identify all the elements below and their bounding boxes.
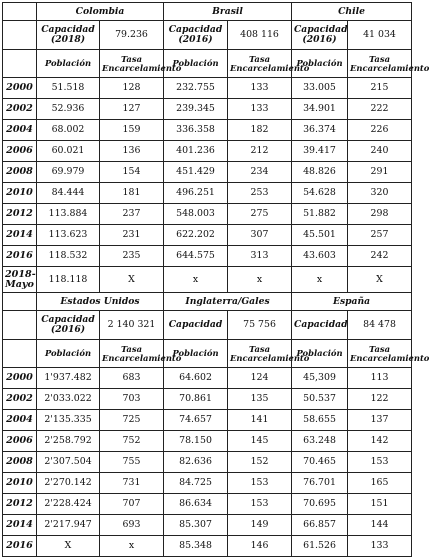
data-cell: 149 xyxy=(228,515,292,536)
subheader-tasa: Tasa Encarcelamiento xyxy=(348,340,412,368)
country-header-row xyxy=(3,3,412,21)
year-cell: 2000 xyxy=(3,368,37,389)
table-row xyxy=(3,99,412,120)
data-cell: 84.444 xyxy=(37,183,100,204)
table-row xyxy=(3,494,412,515)
capacity-label: Capacidad xyxy=(292,311,348,340)
data-cell: X xyxy=(348,267,412,293)
data-cell: 235 xyxy=(100,246,164,267)
capacity-label: Capacidad xyxy=(164,311,228,340)
data-cell: 51.518 xyxy=(37,78,100,99)
data-cell: 142 xyxy=(348,431,412,452)
year-cell: 2018-Mayo xyxy=(3,267,37,293)
data-cell: 234 xyxy=(228,162,292,183)
data-cell: 86.634 xyxy=(164,494,228,515)
data-cell: 231 xyxy=(100,225,164,246)
capacity-value: 84 478 xyxy=(348,311,412,340)
data-cell: 644.575 xyxy=(164,246,228,267)
subheader-row xyxy=(3,340,412,368)
year-cell: 2000 xyxy=(3,78,37,99)
data-cell: 122 xyxy=(348,389,412,410)
data-cell: 118.118 xyxy=(37,267,100,293)
capacity-value: 75 756 xyxy=(228,311,292,340)
year-cell: 2004 xyxy=(3,120,37,141)
subheader-tasa: Tasa Encarcelamiento xyxy=(228,340,292,368)
data-cell: 52.936 xyxy=(37,99,100,120)
prison-table-1 xyxy=(2,2,429,293)
year-cell: 2002 xyxy=(3,389,37,410)
data-cell: 153 xyxy=(228,494,292,515)
data-cell: 2'033.022 xyxy=(37,389,100,410)
data-cell: 48.826 xyxy=(292,162,348,183)
country-header-row xyxy=(3,293,412,311)
data-cell: 152 xyxy=(228,452,292,473)
data-cell: 548.003 xyxy=(164,204,228,225)
data-cell: 1'937.482 xyxy=(37,368,100,389)
subheader-poblacion: Población xyxy=(37,340,100,368)
data-cell: 622.202 xyxy=(164,225,228,246)
data-cell: x xyxy=(164,267,228,293)
year-cell: 2002 xyxy=(3,99,37,120)
data-cell: 63.248 xyxy=(292,431,348,452)
data-cell: 451.429 xyxy=(164,162,228,183)
country-header: Brasil xyxy=(164,3,292,21)
data-cell: 2'270.142 xyxy=(37,473,100,494)
capacity-value: 408 116 xyxy=(228,21,292,50)
capacity-value: 41 034 xyxy=(348,21,412,50)
data-cell: 144 xyxy=(348,515,412,536)
data-cell: 226 xyxy=(348,120,412,141)
capacity-row xyxy=(3,21,412,50)
data-cell: 128 xyxy=(100,78,164,99)
data-cell: 222 xyxy=(348,99,412,120)
data-cell: 34.901 xyxy=(292,99,348,120)
year-cell: 2010 xyxy=(3,473,37,494)
data-cell: 496.251 xyxy=(164,183,228,204)
data-cell: x xyxy=(100,536,164,557)
data-cell: 257 xyxy=(348,225,412,246)
data-cell: 76.701 xyxy=(292,473,348,494)
year-cell: 2006 xyxy=(3,431,37,452)
data-cell: 298 xyxy=(348,204,412,225)
capacity-label: Capacidad (2016) xyxy=(37,311,100,340)
subheader-poblacion: Población xyxy=(164,50,228,78)
data-cell: 707 xyxy=(100,494,164,515)
data-cell: 136 xyxy=(100,141,164,162)
data-cell: 240 xyxy=(348,141,412,162)
table-row xyxy=(3,431,412,452)
subheader-tasa: Tasa Encarcelamiento xyxy=(100,50,164,78)
data-cell: 237 xyxy=(100,204,164,225)
table-row xyxy=(3,515,412,536)
data-cell: 33.005 xyxy=(292,78,348,99)
table-row xyxy=(3,536,412,557)
corner-cell xyxy=(3,293,37,311)
data-cell: 242 xyxy=(348,246,412,267)
table-row xyxy=(3,368,412,389)
data-cell: 153 xyxy=(228,473,292,494)
data-cell: 70.861 xyxy=(164,389,228,410)
data-cell: 2'258.792 xyxy=(37,431,100,452)
data-cell: 683 xyxy=(100,368,164,389)
data-cell: 2'135.335 xyxy=(37,410,100,431)
year-cell: 2014 xyxy=(3,515,37,536)
subheader-tasa: Tasa Encarcelamiento xyxy=(348,50,412,78)
data-cell: X xyxy=(37,536,100,557)
year-cell: 2012 xyxy=(3,494,37,515)
data-cell: 70.695 xyxy=(292,494,348,515)
capacity-label: Capacidad (2018) xyxy=(37,21,100,50)
subheader-poblacion: Población xyxy=(292,50,348,78)
year-cell: 2006 xyxy=(3,141,37,162)
data-cell: 36.374 xyxy=(292,120,348,141)
country-header: España xyxy=(292,293,412,311)
data-cell: 137 xyxy=(348,410,412,431)
table-row xyxy=(3,78,412,99)
prison-table-2 xyxy=(2,292,429,557)
data-cell: 275 xyxy=(228,204,292,225)
data-cell: 113.623 xyxy=(37,225,100,246)
capacity-value: 79.236 xyxy=(100,21,164,50)
country-header: Estados Unidos xyxy=(37,293,164,311)
data-cell: 60.021 xyxy=(37,141,100,162)
data-cell: 291 xyxy=(348,162,412,183)
data-cell: 133 xyxy=(228,78,292,99)
country-header: Colombia xyxy=(37,3,164,21)
data-cell: 113.884 xyxy=(37,204,100,225)
data-cell: 159 xyxy=(100,120,164,141)
table-row xyxy=(3,204,412,225)
data-cell: 703 xyxy=(100,389,164,410)
data-cell: 45,309 xyxy=(292,368,348,389)
data-cell: 54.628 xyxy=(292,183,348,204)
data-cell: 2'217.947 xyxy=(37,515,100,536)
data-cell: 153 xyxy=(348,452,412,473)
data-cell: 118.532 xyxy=(37,246,100,267)
data-cell: 43.603 xyxy=(292,246,348,267)
data-cell: 84.725 xyxy=(164,473,228,494)
corner-cell xyxy=(3,311,37,340)
table-row xyxy=(3,389,412,410)
data-cell: 693 xyxy=(100,515,164,536)
capacity-row xyxy=(3,311,412,340)
table-row xyxy=(3,246,412,267)
table-row xyxy=(3,120,412,141)
data-cell: 212 xyxy=(228,141,292,162)
table-row xyxy=(3,141,412,162)
data-cell: 320 xyxy=(348,183,412,204)
data-cell: 68.002 xyxy=(37,120,100,141)
data-cell: 64.602 xyxy=(164,368,228,389)
data-cell: 253 xyxy=(228,183,292,204)
data-cell: 725 xyxy=(100,410,164,431)
data-cell: 2'307.504 xyxy=(37,452,100,473)
subheader-tasa: Tasa Encarcelamiento xyxy=(228,50,292,78)
year-cell: 2004 xyxy=(3,410,37,431)
data-cell: 313 xyxy=(228,246,292,267)
data-cell: 113 xyxy=(348,368,412,389)
year-cell: 2008 xyxy=(3,162,37,183)
corner-cell xyxy=(3,340,37,368)
data-cell: 182 xyxy=(228,120,292,141)
data-cell: 70.465 xyxy=(292,452,348,473)
data-cell: 752 xyxy=(100,431,164,452)
capacity-label: Capacidad (2016) xyxy=(164,21,228,50)
table-row xyxy=(3,162,412,183)
year-cell: 2016 xyxy=(3,246,37,267)
subheader-poblacion: Población xyxy=(37,50,100,78)
capacity-value: 2 140 321 xyxy=(100,311,164,340)
data-cell: 66.857 xyxy=(292,515,348,536)
data-cell: 39.417 xyxy=(292,141,348,162)
subheader-row xyxy=(3,50,412,78)
capacity-label: Capacidad (2016) xyxy=(292,21,348,50)
year-cell: 2008 xyxy=(3,452,37,473)
data-cell: 755 xyxy=(100,452,164,473)
data-cell: x xyxy=(228,267,292,293)
table-row xyxy=(3,183,412,204)
data-cell: 51.882 xyxy=(292,204,348,225)
year-cell: 2012 xyxy=(3,204,37,225)
corner-cell xyxy=(3,3,37,21)
subheader-tasa: Tasa Encarcelamiento xyxy=(100,340,164,368)
data-cell: 232.755 xyxy=(164,78,228,99)
data-cell: 135 xyxy=(228,389,292,410)
year-cell: 2010 xyxy=(3,183,37,204)
data-cell: 141 xyxy=(228,410,292,431)
data-cell: 151 xyxy=(348,494,412,515)
data-cell: 165 xyxy=(348,473,412,494)
data-cell: 58.655 xyxy=(292,410,348,431)
subheader-poblacion: Población xyxy=(292,340,348,368)
data-cell: 239.345 xyxy=(164,99,228,120)
data-cell: 181 xyxy=(100,183,164,204)
corner-cell xyxy=(3,21,37,50)
data-cell: 85.307 xyxy=(164,515,228,536)
data-cell: 2'228.424 xyxy=(37,494,100,515)
country-header: Chile xyxy=(292,3,412,21)
data-cell: 401.236 xyxy=(164,141,228,162)
data-cell: 307 xyxy=(228,225,292,246)
data-cell: 127 xyxy=(100,99,164,120)
data-cell: 133 xyxy=(348,536,412,557)
table-row xyxy=(3,452,412,473)
data-cell: 215 xyxy=(348,78,412,99)
data-cell: 78.150 xyxy=(164,431,228,452)
data-cell: 61.526 xyxy=(292,536,348,557)
corner-cell xyxy=(3,50,37,78)
data-cell: 336.358 xyxy=(164,120,228,141)
data-cell: 74.657 xyxy=(164,410,228,431)
data-cell: 124 xyxy=(228,368,292,389)
data-cell: 154 xyxy=(100,162,164,183)
data-cell: 82.636 xyxy=(164,452,228,473)
data-cell: x xyxy=(292,267,348,293)
data-cell: 85.348 xyxy=(164,536,228,557)
country-header: Inglaterra/Gales xyxy=(164,293,292,311)
subheader-poblacion: Población xyxy=(164,340,228,368)
table-row xyxy=(3,225,412,246)
data-cell: X xyxy=(100,267,164,293)
data-cell: 69.979 xyxy=(37,162,100,183)
data-cell: 133 xyxy=(228,99,292,120)
data-cell: 50.537 xyxy=(292,389,348,410)
data-cell: 45.501 xyxy=(292,225,348,246)
data-cell: 146 xyxy=(228,536,292,557)
table-row xyxy=(3,267,412,293)
table-row xyxy=(3,473,412,494)
data-cell: 145 xyxy=(228,431,292,452)
data-cell: 731 xyxy=(100,473,164,494)
year-cell: 2016 xyxy=(3,536,37,557)
table-row xyxy=(3,410,412,431)
year-cell: 2014 xyxy=(3,225,37,246)
